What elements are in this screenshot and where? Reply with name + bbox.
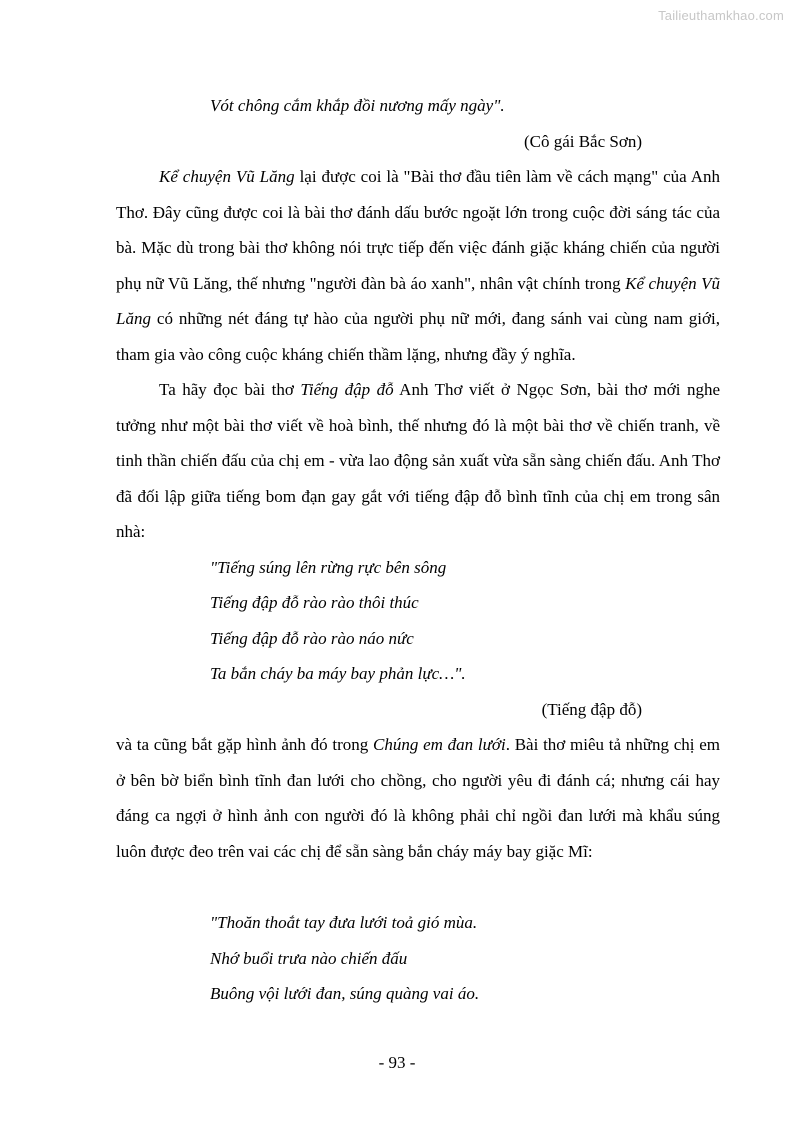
poem-tieng-dap-do	[116, 550, 720, 728]
paragraph-text: và ta cũng bắt gặp hình ảnh đó trong	[116, 735, 374, 754]
poem-line: Buông vội lưới đan, súng quàng vai áo.	[210, 984, 480, 1003]
poem-source: (Tiếng đập đỗ)	[541, 699, 642, 719]
page-number: - 93 -	[378, 1053, 416, 1072]
paragraph-tieng-dap-do	[116, 372, 720, 550]
paragraph-text: . Bài thơ miêu tả những chị em ở bên bờ biển bình tĩnh đan lưới cho chồng, cho người yêu đi đánh cá; nhưng cái hay đáng ca ngợi ở hình ảnh con người đó là không phải chỉ ngồi đan lưới mà khẩu súng luôn được đeo trên vai các chị để sẵn sàng bắn cháy máy bay giặc Mĩ:	[116, 735, 721, 861]
poem-line: Tiếng đập đỗ rào rào náo nức	[210, 628, 414, 648]
paragraph-text: Anh Thơ viết ở Ngọc Sơn, bài thơ mới nghe tưởng như một bài thơ viết về hoà bình, thế nhưng đó là một bài thơ về chiến tranh, về tinh thần chiến đấu của chị em - vừa lao động sản xuất vừa sẵn sàng chiến đấu. Anh Thơ đã đối lập giữa tiếng bom đạn gay gắt với tiếng đập đỗ bình tĩnh của chị em trong sân nhà:	[116, 380, 720, 541]
paragraph-ke-chuyen-vu-lang	[116, 159, 720, 372]
work-title: Kể chuyện Vũ Lăng	[159, 167, 295, 186]
poem-line: Vót chông cắm khắp đồi nương mấy ngày".	[210, 96, 505, 115]
poem-line: "Thoăn thoắt tay đưa lưới toả gió mùa.	[210, 913, 478, 932]
poem-line: Nhớ buổi trưa nào chiến đấu	[210, 948, 408, 968]
work-title: Kể chuyện Vũ Lăng	[116, 273, 720, 328]
poem-line: Ta bắn cháy ba máy bay phản lực…".	[210, 664, 466, 683]
paragraph-chung-em-dan-luoi	[116, 727, 720, 869]
poem-chung-em-dan-luoi	[116, 905, 720, 1012]
poem-source: (Cô gái Bắc Sơn)	[523, 131, 642, 151]
paragraph-text: Ta hãy đọc bài thơ	[159, 380, 301, 399]
work-title: Tiếng đập đỗ	[300, 380, 394, 399]
work-title: Chúng em đan lưới	[373, 735, 506, 754]
paragraph-text: có những nét đáng tự hào của người phụ nữ mới, đang sánh vai cùng nam giới, tham gia vào công cuộc kháng chiến thầm lặng, nhưng đầy ý nghĩa.	[116, 309, 720, 364]
watermark: Tailieuthamkhao.com	[658, 8, 784, 23]
poem-line: "Tiếng súng lên rừng rực bên sông	[210, 557, 447, 577]
paragraph-text: lại được coi là "Bài thơ đầu tiên làm về cách mạng" của Anh Thơ. Đây cũng được coi là bài thơ đánh dấu bước ngoặt lớn trong cuộc đời sáng tác của bà. Mặc dù trong bài thơ không nói trực tiếp đến việc đánh giặc kháng chiến của người phụ nữ Vũ Lăng, thế nhưng "người đàn bà áo xanh", nhân vật chính trong	[116, 167, 720, 293]
poem-line: Tiếng đập đỗ rào rào thôi thúc	[210, 593, 419, 612]
document-page	[116, 88, 720, 1012]
